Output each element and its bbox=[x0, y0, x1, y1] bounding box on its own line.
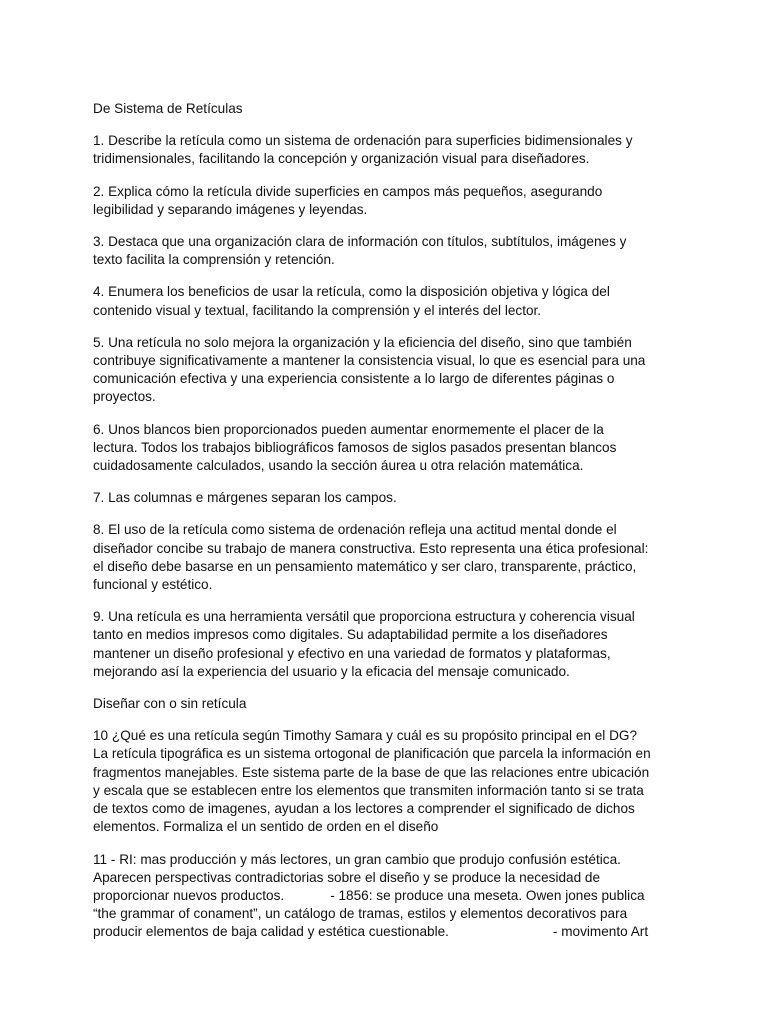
text-line: 6. Unos blancos bien proporcionados pueden aumentar enormemente el placer de la bbox=[93, 421, 604, 437]
text-line: 1. Describe la retícula como un sistema de ordenación para superficies bidimensionales y bbox=[93, 133, 633, 149]
document-heading: De Sistema de Retículas bbox=[93, 101, 243, 116]
text-line: el diseño debe basarse en un pensamiento matemático y ser claro, transparente, práctico, bbox=[93, 558, 637, 574]
text-line: “the grammar of conament”, un catálogo de tramas, estilos y elementos decorativos para bbox=[93, 906, 628, 922]
text-fragment: proporcionar nuevos productos. bbox=[93, 887, 285, 903]
paragraph-5 bbox=[93, 334, 678, 407]
paragraph-9 bbox=[93, 608, 678, 681]
text-line: diseñador concibe su trabajo de manera constructiva. Esto representa una ética profesional: bbox=[93, 540, 649, 556]
text-line: funcional y estético. bbox=[93, 577, 213, 593]
text-line: texto facilita la comprensión y retención. bbox=[93, 252, 335, 268]
text-line: cuidadosamente calculados, usando la sección áurea u otra relación matemática. bbox=[93, 458, 584, 474]
text-line: La retícula tipográfica es un sistema ortogonal de planificación que parcela la información en bbox=[93, 746, 651, 762]
text-line: comunicación efectiva y una experiencia consistente a lo largo de diferentes páginas o bbox=[93, 371, 615, 387]
text-fragment: - 1856: se produce una meseta. Owen jones publica bbox=[330, 887, 645, 903]
section-subheading: Diseñar con o sin retícula bbox=[93, 696, 247, 712]
paragraph-7 bbox=[93, 489, 678, 507]
text-line: mejorando así la experiencia del usuario y la eficacia del mensaje comunicado. bbox=[93, 663, 570, 679]
document-body bbox=[93, 100, 678, 956]
text-line: 11 - RI: mas producción y más lectores, un gran cambio que produjo confusión estética. bbox=[93, 851, 621, 867]
text-fragment: producir elementos de baja calidad y estética cuestionable. bbox=[93, 924, 449, 940]
paragraph-4 bbox=[93, 283, 678, 319]
text-line bbox=[93, 887, 678, 905]
paragraph-8 bbox=[93, 521, 678, 594]
paragraph-3 bbox=[93, 233, 678, 269]
text-line: tanto en medios impresos como digitales. Su adaptabilidad permite a los diseñadores bbox=[93, 627, 608, 643]
paragraph-2 bbox=[93, 183, 678, 219]
text-line bbox=[93, 923, 678, 941]
text-line: Aparecen perspectivas contradictorias sobre el diseño y se produce la necesidad de bbox=[93, 869, 601, 885]
text-line: lectura. Todos los trabajos bibliográficos famosos de siglos pasados presentan blancos bbox=[93, 439, 617, 455]
text-line: 4. Enumera los beneficios de usar la retícula, como la disposición objetiva y lógica del bbox=[93, 284, 610, 300]
text-line: tridimensionales, facilitando la concepción y organización visual para diseñadores. bbox=[93, 151, 590, 167]
text-line: y escala que se establecen entre los elementos que transmiten información tanto si se trata bbox=[93, 782, 644, 798]
text-line: 7. Las columnas e márgenes separan los campos. bbox=[93, 490, 397, 506]
text-line: proyectos. bbox=[93, 389, 156, 405]
text-line: 2. Explica cómo la retícula divide superficies en campos más pequeños, asegurando bbox=[93, 183, 603, 199]
text-line: 9. Una retícula es una herramienta versátil que proporciona estructura y coherencia visual bbox=[93, 609, 635, 625]
text-fragment: - movimento Art bbox=[552, 924, 649, 940]
paragraph-6 bbox=[93, 421, 678, 476]
text-line: 5. Una retícula no solo mejora la organización y la eficiencia del diseño, sino que también bbox=[93, 334, 632, 350]
paragraph-10 bbox=[93, 727, 678, 836]
text-line: de textos como de imagenes, ayudan a los lectores a comprender el significado de dichos bbox=[93, 801, 635, 817]
paragraph-1 bbox=[93, 132, 678, 168]
text-line: 3. Destaca que una organización clara de información con títulos, subtítulos, imágenes y bbox=[93, 234, 627, 250]
text-line: 10 ¿Qué es una retícula según Timothy Samara y cuál es su propósito principal en el DG? bbox=[93, 728, 638, 744]
text-line: 8. El uso de la retícula como sistema de ordenación refleja una actitud mental donde el bbox=[93, 522, 617, 538]
text-line: legibilidad y separando imágenes y leyendas. bbox=[93, 201, 368, 217]
text-line: fragmentos manejables. Este sistema parte de la base de que las relaciones entre ubicación bbox=[93, 764, 650, 780]
text-line: contribuye significativamente a mantener la consistencia visual, lo que es esencial para una bbox=[93, 353, 646, 369]
text-line: contenido visual y textual, facilitando la comprensión y el interés del lector. bbox=[93, 302, 542, 318]
text-line: mantener un diseño profesional y efectivo en una variedad de formatos y plataformas, bbox=[93, 645, 611, 661]
paragraph-11 bbox=[93, 851, 678, 942]
text-line: elementos. Formaliza el un sentido de orden en el diseño bbox=[93, 819, 439, 835]
